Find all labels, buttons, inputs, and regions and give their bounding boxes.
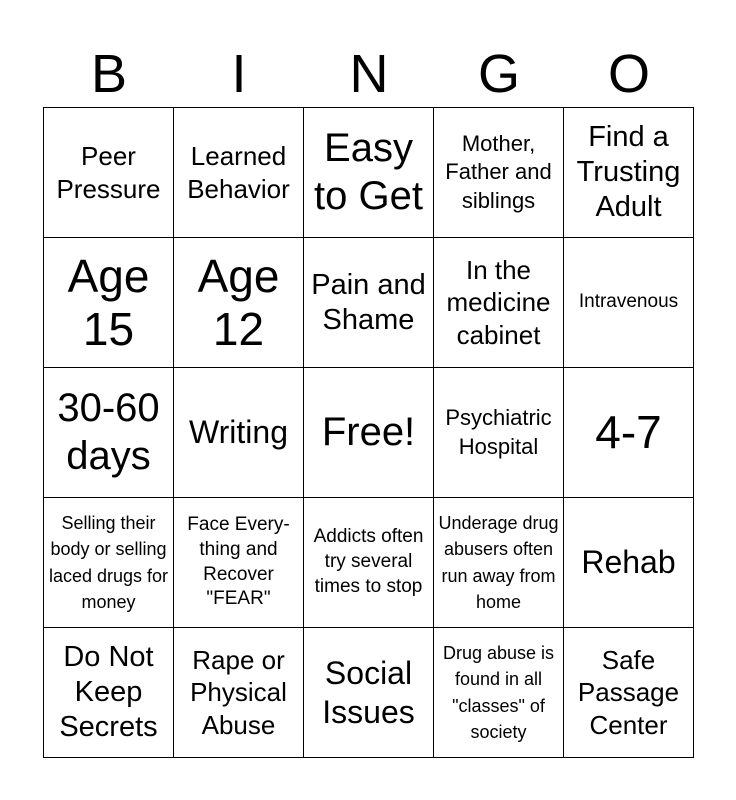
bingo-cell[interactable]: Mother, Father and siblings xyxy=(434,108,564,238)
bingo-cell[interactable]: Selling their body or selling laced drugs for money xyxy=(44,498,174,628)
bingo-cell[interactable]: Learned Behavior xyxy=(174,108,304,238)
bingo-cell[interactable]: Easy to Get xyxy=(304,108,434,238)
bingo-cell[interactable]: Writing xyxy=(174,368,304,498)
bingo-cell[interactable]: In the medicine cabinet xyxy=(434,238,564,368)
header-letter-o: O xyxy=(607,44,650,104)
bingo-cell[interactable]: Rehab xyxy=(564,498,694,628)
bingo-cell[interactable]: Intravenous xyxy=(564,238,694,368)
bingo-board xyxy=(43,107,694,758)
bingo-cell[interactable]: Underage drug abusers often run away from home xyxy=(434,498,564,628)
bingo-cell[interactable]: Rape or Physical Abuse xyxy=(174,628,304,758)
board-row xyxy=(44,108,694,238)
bingo-cell[interactable]: Do Not Keep Secrets xyxy=(44,628,174,758)
bingo-cell[interactable]: Social Issues xyxy=(304,628,434,758)
bingo-cell[interactable]: Face Every-thing and Recover "FEAR" xyxy=(174,498,304,628)
bingo-cell[interactable]: Find a Trusting Adult xyxy=(564,108,694,238)
header-letter-b: B xyxy=(90,44,128,104)
bingo-cell[interactable]: Addicts often try several times to stop xyxy=(304,498,434,628)
board-row xyxy=(44,238,694,368)
bingo-cell[interactable]: Safe Passage Center xyxy=(564,628,694,758)
bingo-cell[interactable]: Peer Pressure xyxy=(44,108,174,238)
bingo-cell[interactable]: Age 12 xyxy=(174,238,304,368)
bingo-header xyxy=(44,40,694,108)
bingo-cell[interactable]: Psychiatric Hospital xyxy=(434,368,564,498)
bingo-cell[interactable]: 30-60 days xyxy=(44,368,174,498)
header-letter-n: N xyxy=(349,44,389,104)
free-space-cell[interactable]: Free! xyxy=(304,368,434,498)
header-letter-g: G xyxy=(477,44,520,104)
board-row xyxy=(44,628,694,758)
bingo-cell[interactable]: Drug abuse is found in all "classes" of society xyxy=(434,628,564,758)
bingo-cell[interactable]: Age 15 xyxy=(44,238,174,368)
header-letter-i: I xyxy=(231,44,247,104)
board-row xyxy=(44,368,694,498)
bingo-cell[interactable]: 4-7 xyxy=(564,368,694,498)
bingo-cell[interactable]: Pain and Shame xyxy=(304,238,434,368)
board-row xyxy=(44,498,694,628)
